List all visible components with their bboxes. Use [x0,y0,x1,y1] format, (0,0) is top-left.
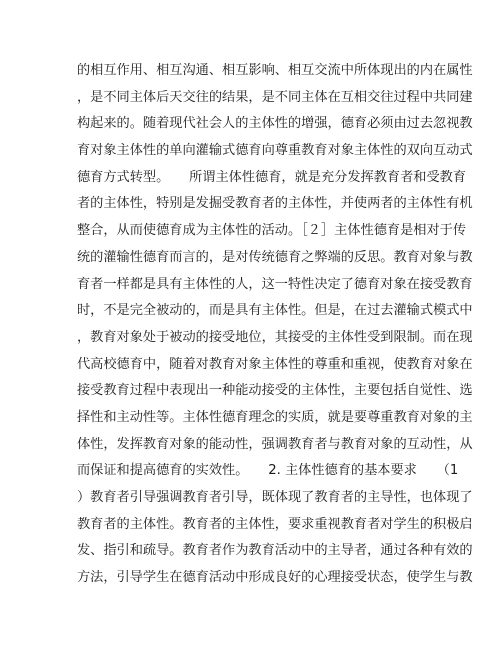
text-line: 时，不是完全被动的，而是具有主体性。但是，在过去灌输式模式中 [77,303,473,319]
text-line: ）教育者引导强调教育者引导，既体现了教育者的主导性，也体现了 [77,490,473,505]
text-line: ，教育对象处于被动的接受地位，其接受的主体性受到限制。而在现 [77,329,473,345]
text-line: 教育者的主体性。教育者的主体性，要求重视教育者对学生的积极启 [77,516,473,532]
text-line: ，是不同主体后天交往的结果，是不同主体在互相交往过程中共同建 [77,89,473,105]
text-line: 择性和主动性等。主体性德育理念的实质，就是要尊重教育对象的主 [77,409,473,425]
text-line: 接受教育过程中表现出一种能动接受的主体性，主要包括自觉性、选 [77,383,473,399]
text-line: 整合，从而使德育成为主体性的活动。［２］主体性德育是相对于传 [77,223,467,239]
text-line: 统的灌输性德育而言的，是对传统德育之弊端的反思。教育对象与教 [77,249,473,265]
text-line: 方法，引导学生在德育活动中形成良好的心理接受状态，使学生与教 [77,570,473,586]
text-line: 代高校德育中，随着对教育对象主体性的尊重和重视，使教育对象在 [77,356,473,372]
text-line: 构起来的。随着现代社会人的主体性的增强，德育必须由过去忽视教 [77,116,473,132]
text-line: 育者一样都是具有主体性的人，这一特性决定了德育对象在接受教育 [77,276,473,292]
text-line: 的相互作用、相互沟通、相互影响、相互交流中所体现出的内在属性 [77,63,473,78]
body-text [77,58,473,592]
text-line: 育对象主体性的单向灌输式德育向尊重教育对象主体性的双向互动式 [77,143,473,159]
text-line: 德育方式转型。 所谓主体性德育，就是充分发挥教育者和受教育 [77,169,467,185]
text-line: 者的主体性，特别是发掘受教育者的主体性，并使两者的主体性有机 [77,196,473,212]
text-line: 而保证和提高德育的实效性。 2. 主体性德育的基本要求 （1 [77,463,459,479]
text-line: 体性，发挥教育对象的能动性，强调教育者与教育对象的互动性，从 [77,436,473,452]
text-line: 发、指引和疏导。教育者作为教育活动中的主导者，通过各种有效的 [77,543,473,559]
